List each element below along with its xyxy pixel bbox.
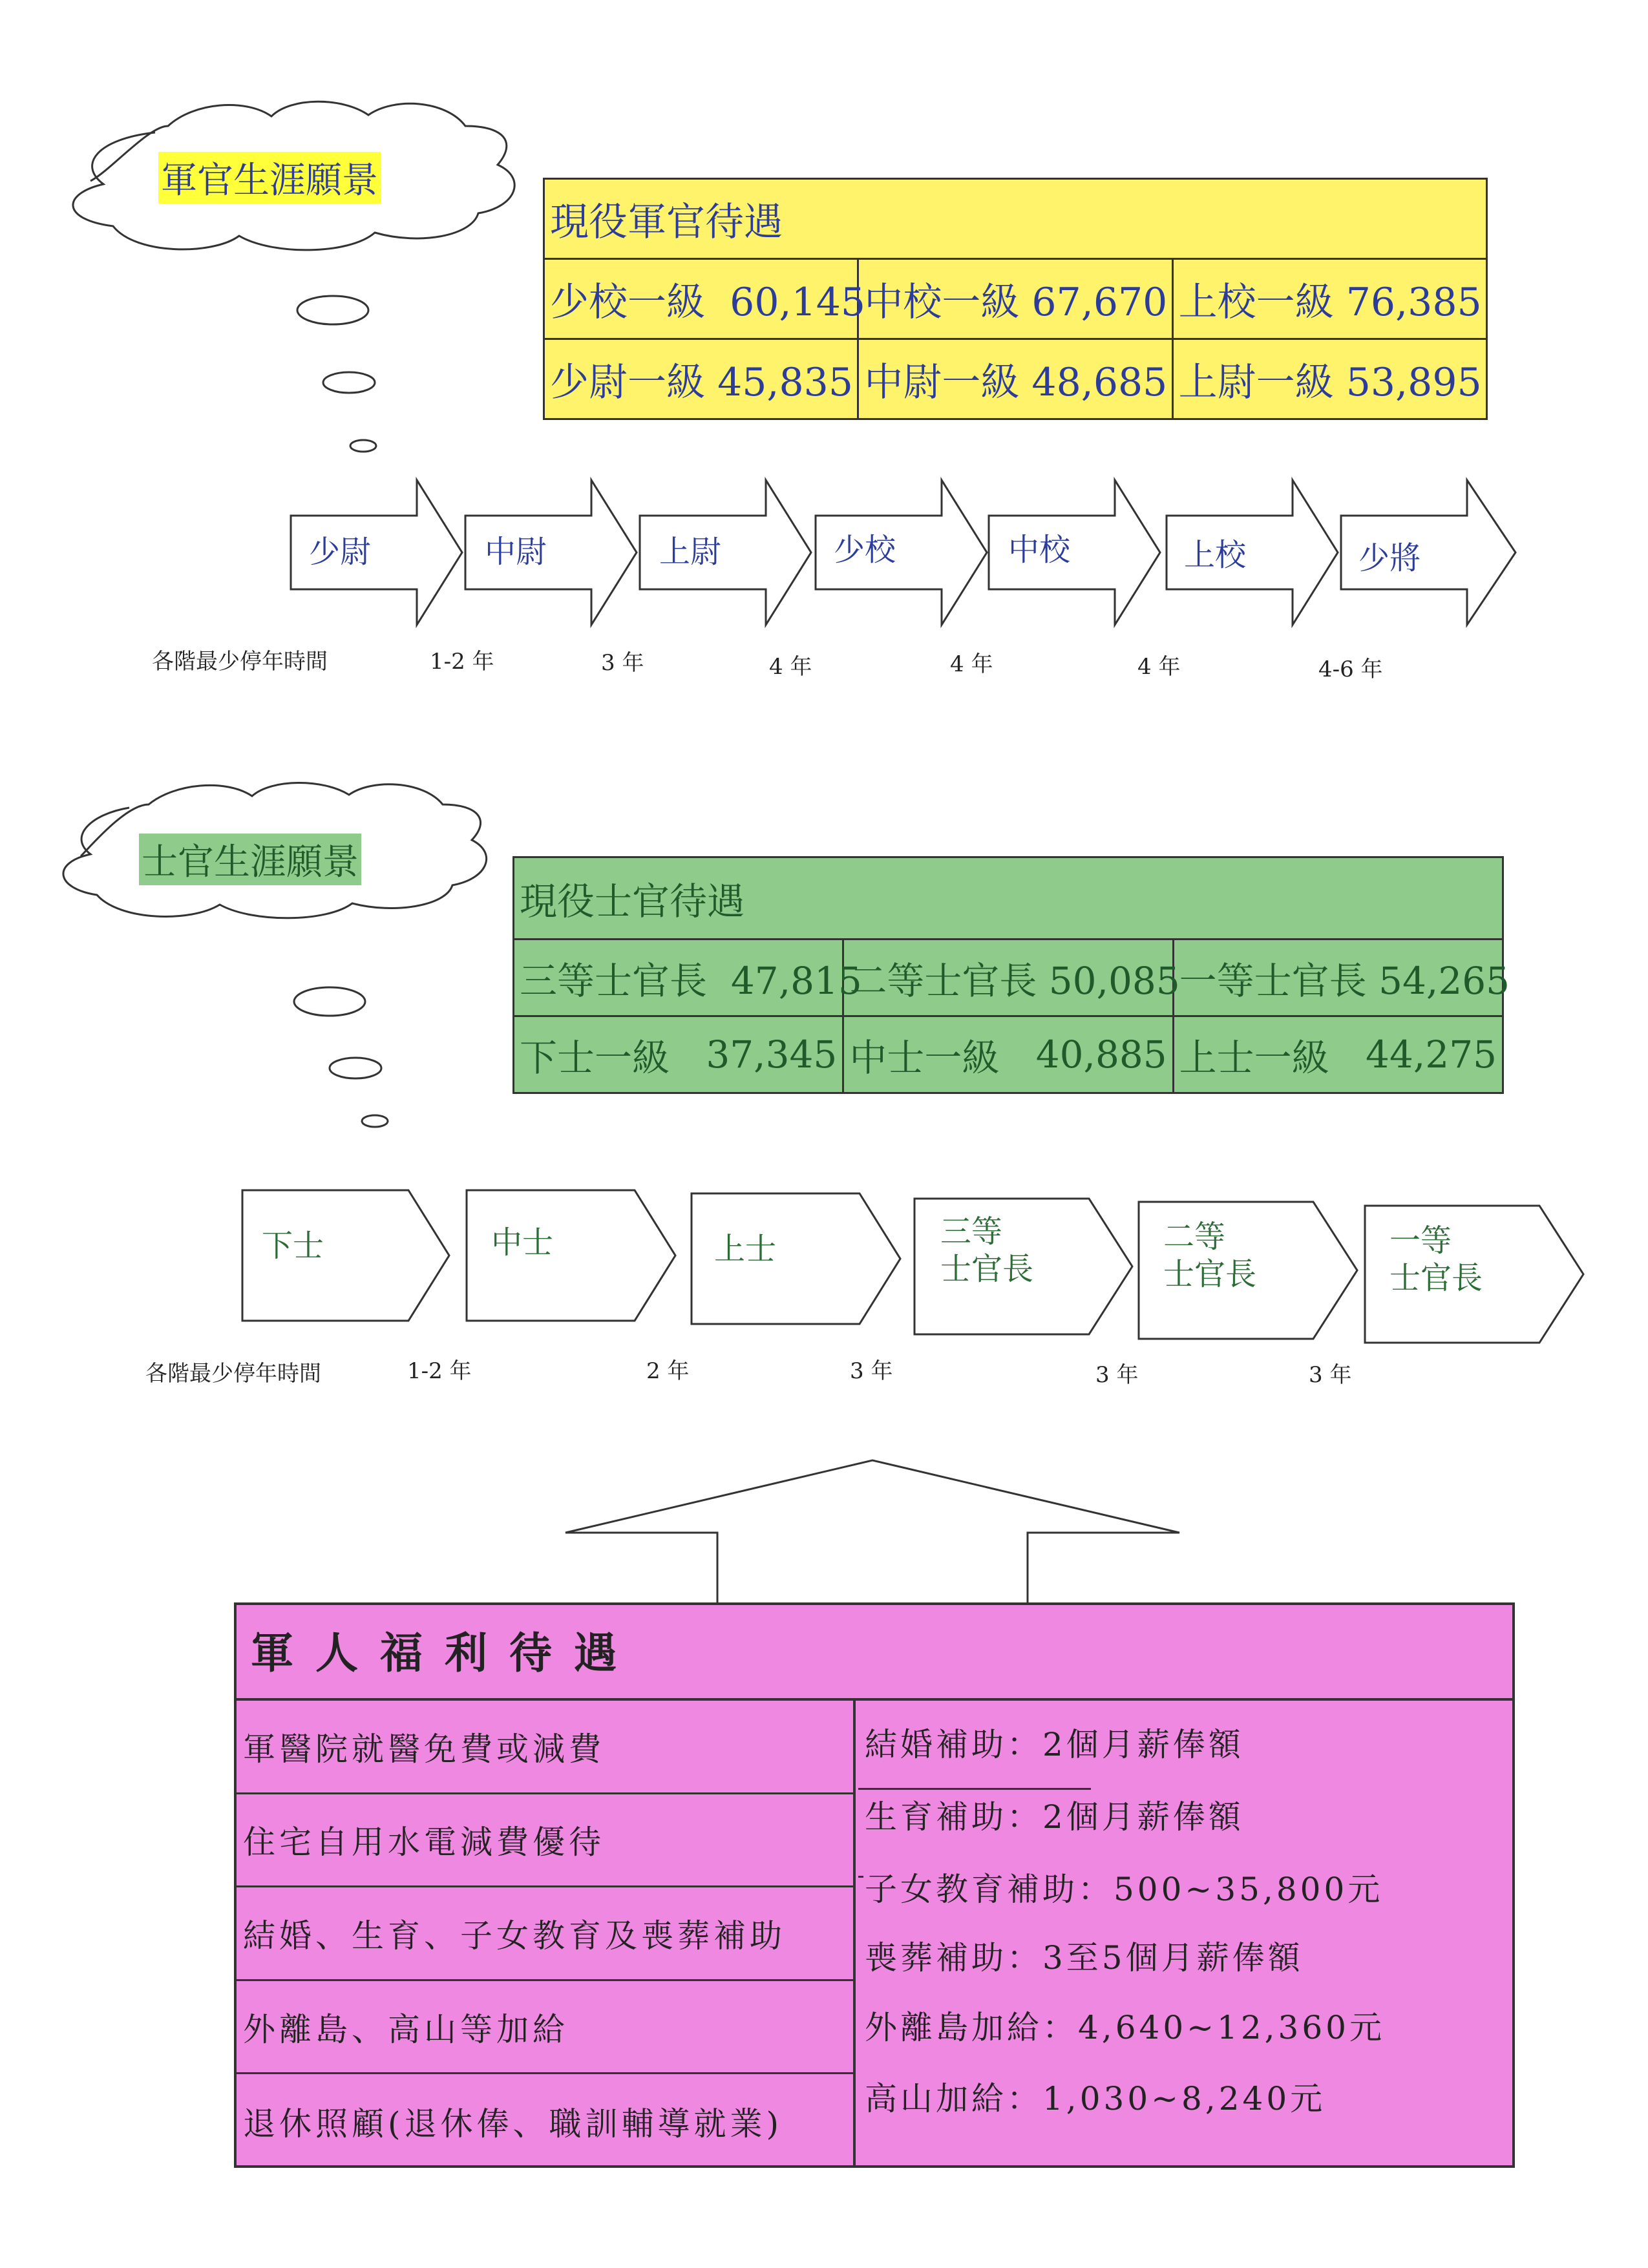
nco-duration-label: 各階最少停年時間 — [145, 1361, 321, 1387]
list-item: 高山加給：1,030~8,240元 — [865, 2080, 1326, 2117]
nco-duration: 3 年 — [1095, 1362, 1139, 1388]
nco-cloud-title: 士官生涯願景 — [139, 834, 361, 885]
nco-rank-label: 下士 — [262, 1228, 324, 1264]
officer-duration: 4 年 — [1137, 654, 1181, 680]
officer-duration: 4 年 — [769, 654, 812, 680]
officer-pay-cell: 少校一級 60,145 — [544, 259, 858, 339]
nco-rank-label: 上士 — [714, 1231, 777, 1267]
officer-pay-cell: 中校一級 67,670 — [858, 259, 1172, 339]
officer-pay-cell: 上尉一級 53,895 — [1172, 339, 1486, 419]
list-item: 結婚、生育、子女教育及喪葬補助 — [237, 1887, 853, 1981]
nco-pay-cell: 一等士官長 54,265 — [1173, 940, 1503, 1016]
officer-pay-cell: 少尉一級 45,835 — [544, 339, 858, 419]
officer-rank-label: 少校 — [834, 532, 896, 568]
list-item: 子女教育補助：500~35,800元 — [865, 1871, 1384, 1908]
list-item: 喪葬補助：3至5個月薪俸額 — [865, 1939, 1304, 1977]
list-item: 外離島、高山等加給 — [237, 1981, 853, 2075]
nco-duration: 1-2 年 — [407, 1358, 472, 1384]
benefits-left-column — [237, 1701, 856, 2168]
divider — [858, 1788, 1091, 1790]
nco-table-title: 現役士官待遇 — [514, 857, 1503, 940]
officer-duration: 4-6 年 — [1318, 656, 1383, 682]
officer-rank-label: 中尉 — [485, 534, 547, 570]
officer-duration: 3 年 — [601, 650, 644, 676]
divider — [858, 1876, 863, 1878]
benefits-title: 軍人福利待遇 — [237, 1605, 1512, 1701]
list-item: 軍醫院就醫免費或減費 — [237, 1701, 853, 1794]
officer-duration-label: 各階最少停年時間 — [152, 649, 328, 675]
officer-pay-cell: 中尉一級 48,685 — [858, 339, 1172, 419]
list-item: 外離島加給：4,640~12,360元 — [865, 2009, 1385, 2046]
nco-duration: 3 年 — [850, 1358, 893, 1384]
nco-pay-cell: 下士一級 37,345 — [514, 1016, 843, 1093]
officer-duration: 4 年 — [950, 651, 993, 677]
nco-rank-label: 中士 — [491, 1224, 554, 1261]
list-item: 住宅自用水電減費優待 — [237, 1794, 853, 1888]
officer-rank-label: 上尉 — [659, 534, 722, 570]
nco-duration: 2 年 — [646, 1358, 690, 1384]
list-item: 退休照顧(退休俸、職訓輔導就業) — [243, 2105, 783, 2143]
nco-pay-cell: 上士一級 44,275 — [1173, 1016, 1503, 1093]
benefits-right-column — [858, 1701, 1515, 2168]
officer-rank-label: 上校 — [1184, 537, 1247, 573]
nco-duration: 3 年 — [1309, 1362, 1352, 1388]
officer-table-title: 現役軍官待遇 — [544, 179, 1487, 259]
nco-pay-cell: 三等士官長 47,815 — [514, 940, 843, 1016]
nco-rank-label: 二等 士官長 — [1163, 1219, 1257, 1292]
officer-rank-label: 中校 — [1008, 532, 1071, 568]
officer-rank-label: 少將 — [1358, 540, 1421, 576]
nco-pay-cell: 二等士官長 50,085 — [843, 940, 1173, 1016]
benefits-box — [234, 1602, 1515, 2168]
list-item: 結婚補助：2個月薪俸額 — [865, 1726, 1244, 1763]
officer-duration: 1-2 年 — [430, 649, 494, 675]
nco-rank-label: 一等 士官長 — [1389, 1223, 1483, 1296]
officer-cloud-title: 軍官生涯願景 — [158, 152, 381, 204]
list-item: 生育補助：2個月薪俸額 — [865, 1798, 1244, 1836]
nco-rank-label: 三等 士官長 — [940, 1213, 1034, 1287]
nco-pay-cell: 中士一級 40,885 — [843, 1016, 1173, 1093]
officer-rank-label: 少尉 — [309, 534, 372, 570]
officer-pay-cell: 上校一級 76,385 — [1172, 259, 1486, 339]
